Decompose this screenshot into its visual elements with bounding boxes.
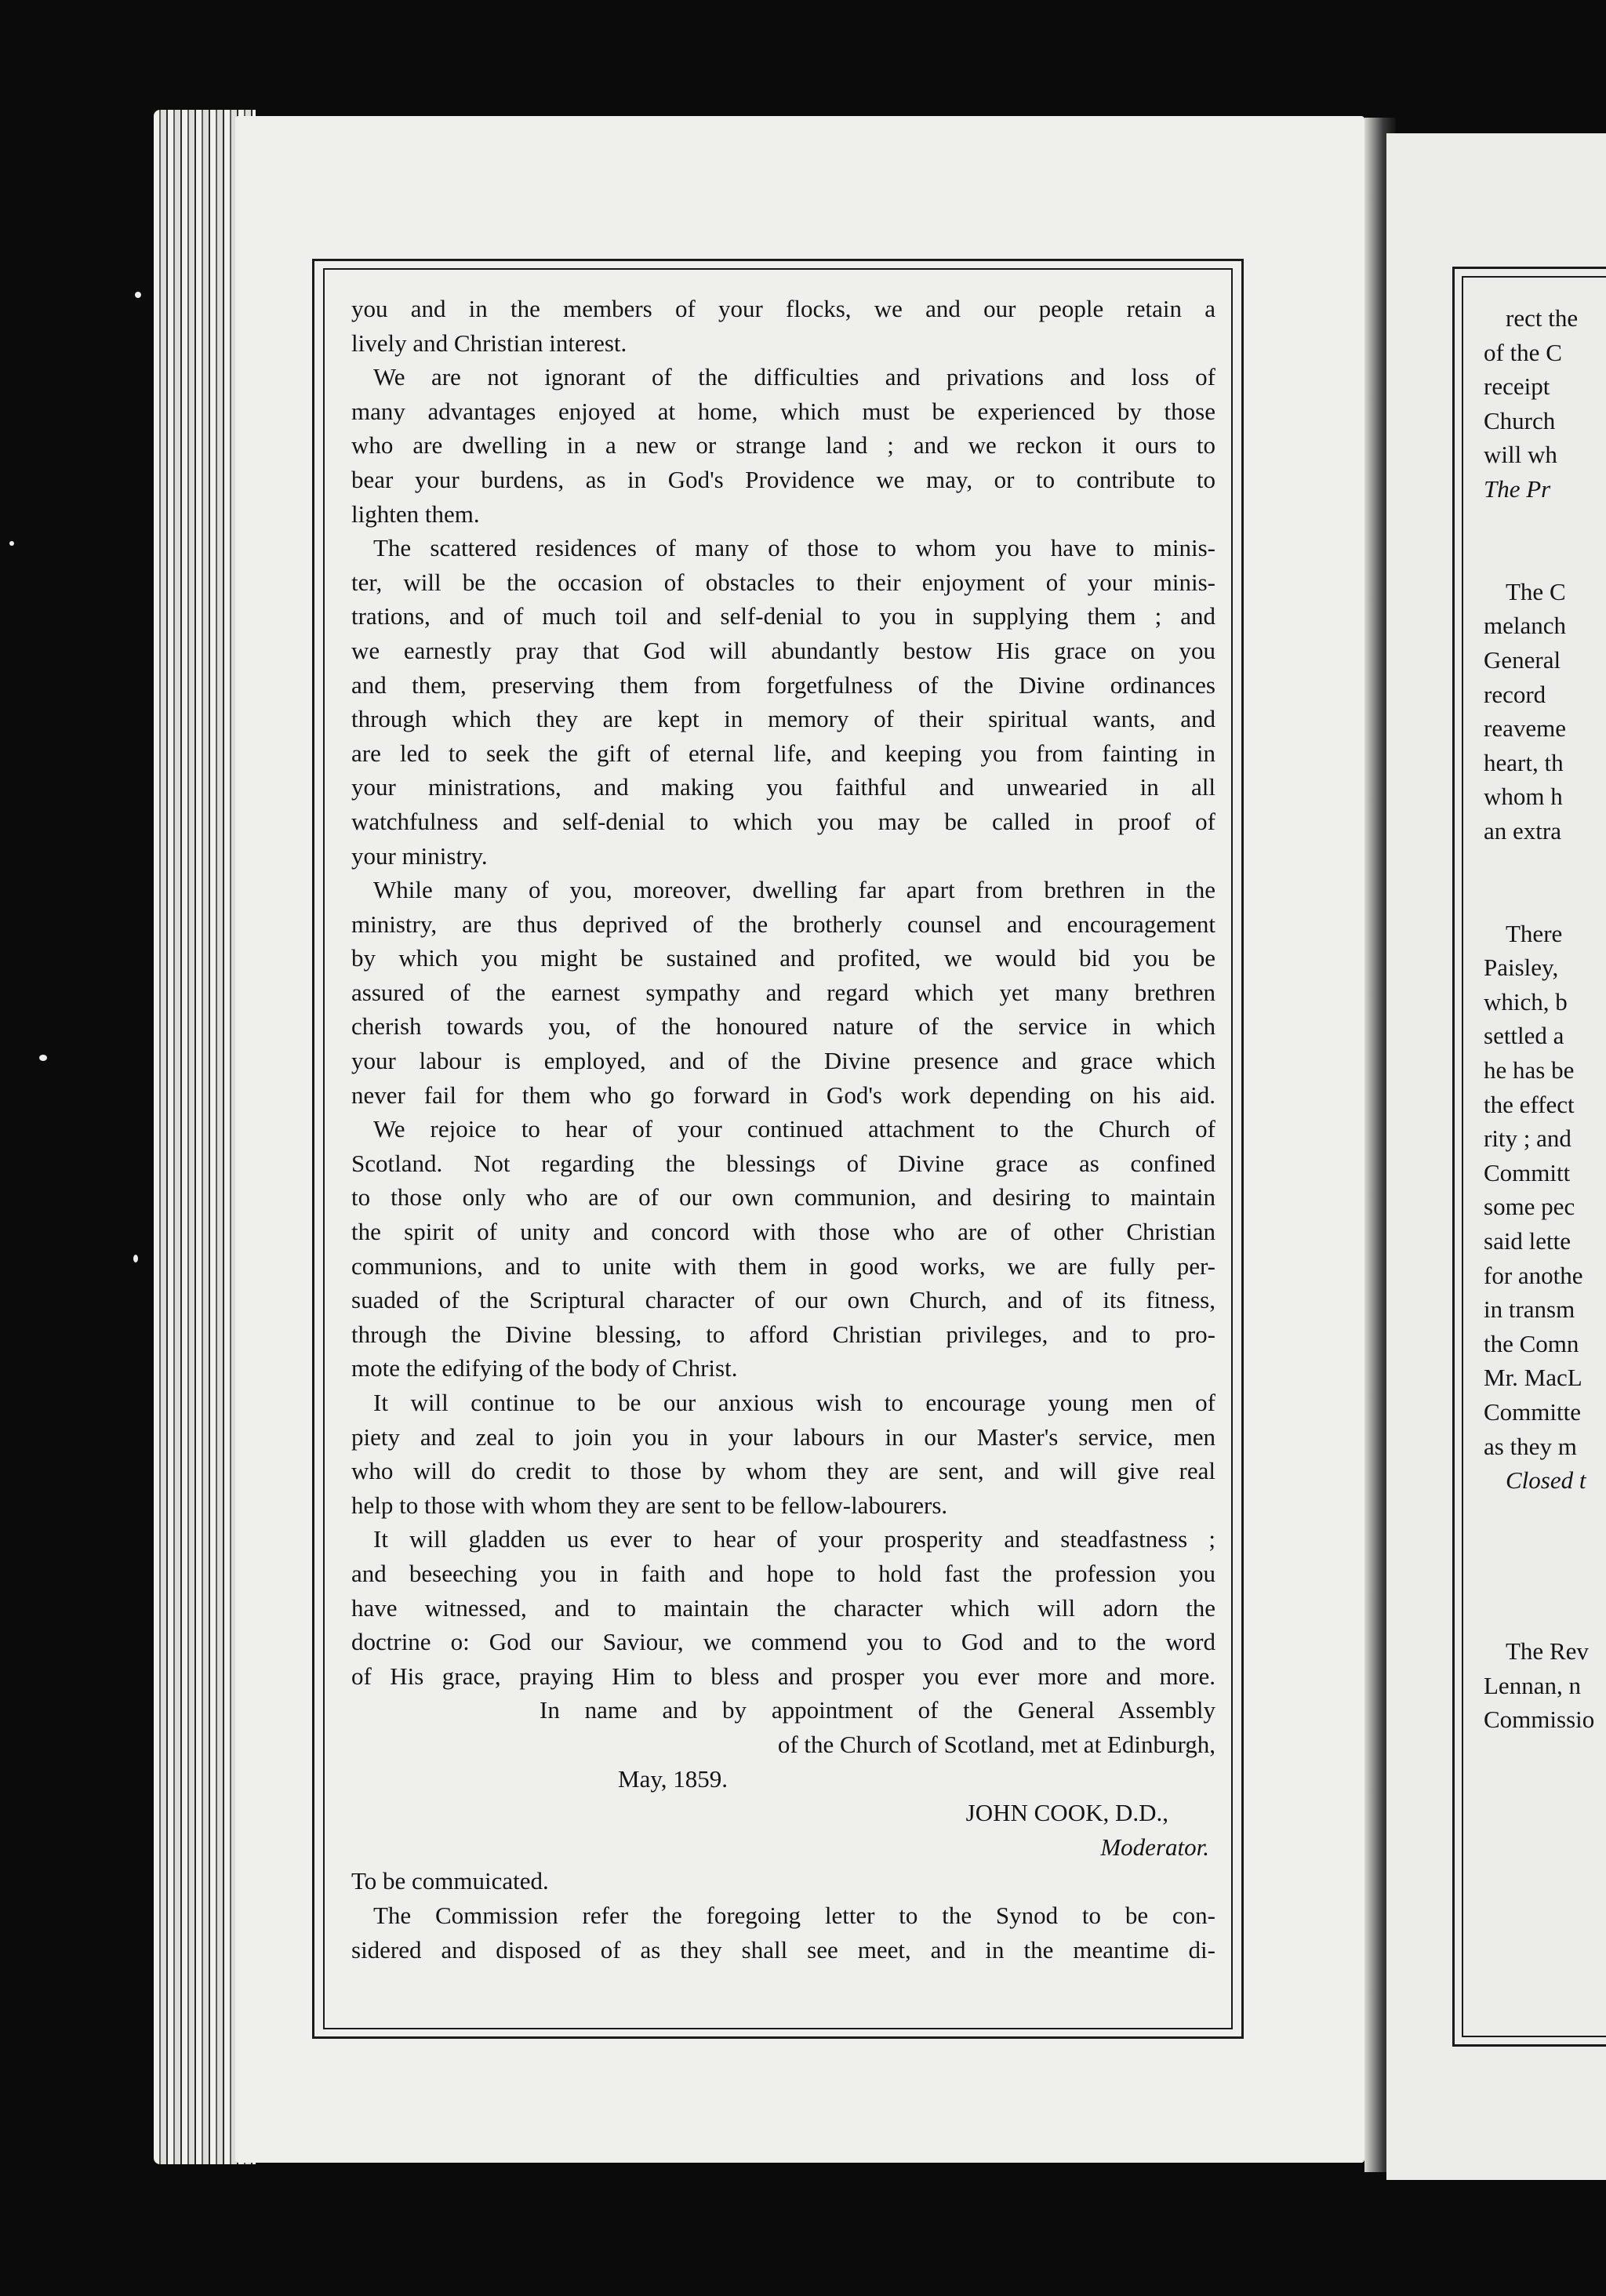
right-text-line: record — [1484, 680, 1546, 708]
right-text-line: rity ; and — [1484, 1124, 1571, 1153]
text-line: through the Divine blessing, to afford Christian privileges, and to pro- — [351, 1320, 1215, 1348]
right-text-line: General — [1484, 645, 1561, 674]
text-line: by which you might be sustained and profited, we would bid you be — [351, 944, 1215, 972]
right-text-line: Closed t — [1506, 1466, 1586, 1495]
text-line: ter, will be the occasion of obstacles to their enjoyment of your minis- — [351, 568, 1215, 596]
right-text-line: Committe — [1484, 1398, 1581, 1426]
text-line: bear your burdens, as in God's Providence we may, or to contribute to — [351, 465, 1215, 493]
right-text-line: as they m — [1484, 1432, 1577, 1460]
text-line: through which they are kept in memory of their spiritual wants, and — [351, 705, 1215, 733]
right-text-line — [1484, 1600, 1606, 1635]
right-text-line: The Pr — [1484, 474, 1551, 503]
closing-line: sidered and disposed of as they shall see meet, and in the meantime di- — [351, 1935, 1215, 1964]
text-line: your ministry. — [351, 841, 488, 870]
text-line: cherish towards you, of the honoured nature of the service in which — [351, 1012, 1215, 1041]
text-line: While many of you, moreover, dwelling far apart from brethren in the — [373, 876, 1215, 904]
text-line: suaded of the Scriptural character of our own Church, and of its fitness, — [351, 1286, 1215, 1314]
right-text-line: whom h — [1484, 783, 1563, 811]
text-line: your labour is employed, and of the Divine presence and grace which — [351, 1047, 1215, 1075]
text-line: help to those with whom they are sent to be fellow-labourers. — [351, 1491, 948, 1519]
text-line: watchfulness and self-denial to which you may be called in proof of — [351, 807, 1215, 835]
signature-name: JOHN COOK, D.D., — [965, 1799, 1168, 1827]
text-line: Scotland. Not regarding the blessings of Divine grace as confined — [351, 1149, 1215, 1177]
right-text-line — [1484, 882, 1606, 917]
right-text-line: receipt — [1484, 372, 1550, 401]
right-text-line: Church — [1484, 406, 1556, 434]
right-text-line: he has be — [1484, 1056, 1575, 1084]
text-line: we earnestly pray that God will abundantly bestow His grace on you — [351, 636, 1215, 664]
right-text-line — [1484, 507, 1606, 541]
right-text-line: will wh — [1484, 441, 1557, 469]
signature-date: May, 1859. — [618, 1764, 729, 1793]
text-line: have witnessed, and to maintain the character which will adorn the — [351, 1593, 1215, 1622]
left-page-text — [351, 292, 1215, 1967]
text-line: lighten them. — [351, 500, 480, 528]
text-line: never fail for them who go forward in God's work depending on his aid. — [351, 1081, 1215, 1109]
text-line: trations, and of much toil and self-denial to you in supplying them ; and — [351, 602, 1215, 630]
text-line: The scattered residences of many of those to whom you have to minis- — [373, 534, 1215, 562]
text-line: and them, preserving them from forgetfulness of the Divine ordinances — [351, 670, 1215, 699]
text-line: the spirit of unity and concord with those who are of other Christian — [351, 1218, 1215, 1246]
text-line: who are dwelling in a new or strange land ; and we reckon it ours to — [351, 431, 1215, 460]
right-text-line: There — [1506, 919, 1563, 947]
right-text-line: which, b — [1484, 987, 1568, 1015]
text-line: assured of the earnest sympathy and regard which yet many brethren — [351, 978, 1215, 1006]
text-line: It will gladden us ever to hear of your prosperity and steadfastness ; — [373, 1525, 1215, 1553]
closing-note: To be commuicated. — [351, 1867, 549, 1895]
signature-title: Moderator. — [1100, 1833, 1209, 1861]
text-line: many advantages enjoyed at home, which must be experienced by those — [351, 397, 1215, 425]
text-line: We are not ignorant of the difficulties and privations and loss of — [373, 363, 1215, 391]
text-line: and beseeching you in faith and hope to hold fast the profession you — [351, 1559, 1215, 1587]
dust-speck — [133, 1255, 138, 1262]
right-text-line: Committ — [1484, 1158, 1571, 1186]
right-text-line: reaveme — [1484, 714, 1566, 743]
text-line: your ministrations, and making you faithful and unwearied in all — [351, 773, 1215, 801]
right-text-line — [1484, 540, 1606, 575]
right-text-line: for anothe — [1484, 1261, 1583, 1289]
text-line: ministry, are thus deprived of the brotherly counsel and encouragement — [351, 910, 1215, 938]
text-line: doctrine o: God our Saviour, we commend you to God and to the word — [351, 1628, 1215, 1656]
right-text-line: Lennan, n — [1484, 1671, 1581, 1699]
right-text-line: Mr. MacL — [1484, 1364, 1582, 1392]
closing-line: The Commission refer the foregoing letter to the Synod to be con- — [373, 1901, 1215, 1929]
text-line: It will continue to be our anxious wish to encourage young men of — [373, 1389, 1215, 1416]
text-line: lively and Christian interest. — [351, 329, 627, 357]
right-text-line — [1484, 1566, 1606, 1600]
right-text-line: The C — [1506, 577, 1566, 605]
right-text-line: the effect — [1484, 1090, 1575, 1118]
right-text-line: an extra — [1484, 816, 1561, 845]
right-text-line: some pec — [1484, 1193, 1575, 1221]
text-line: mote the edifying of the body of Christ. — [351, 1354, 738, 1382]
text-line: are led to seek the gift of eternal life, and keeping you from fainting in — [351, 739, 1215, 767]
text-line: to those only who are of our own communion, and desiring to maintain — [351, 1183, 1215, 1212]
text-line: of His grace, praying Him to bless and prosper you ever more and more. — [351, 1662, 1215, 1690]
text-line: piety and zeal to join you in your labours in our Master's service, men — [351, 1422, 1215, 1451]
right-text-line: the Comn — [1484, 1329, 1579, 1357]
signature-line-1: In name and by appointment of the General Assembly — [540, 1696, 1215, 1724]
right-text-line: melanch — [1484, 612, 1567, 640]
right-text-line: Commissio — [1484, 1706, 1595, 1734]
text-line: you and in the members of your flocks, we and our people retain a — [351, 295, 1215, 322]
right-text-line: settled a — [1484, 1022, 1564, 1050]
right-text-line — [1484, 848, 1606, 883]
right-text-line: The Rev — [1506, 1637, 1589, 1666]
text-line: who will do credit to those by whom they are sent, and will give real — [351, 1457, 1215, 1485]
right-text-line — [1484, 1531, 1606, 1566]
right-text-line — [1484, 1498, 1606, 1532]
right-text-line: Paisley, — [1484, 954, 1559, 982]
right-text-line: heart, th — [1484, 748, 1564, 776]
text-line: communions, and to unite with them in good works, we are fully per- — [351, 1252, 1215, 1280]
right-text-line: of the C — [1484, 338, 1562, 366]
right-text-line: in transm — [1484, 1295, 1575, 1324]
right-text-line: rect the — [1506, 304, 1579, 332]
text-line: We rejoice to hear of your continued attachment to the Church of — [373, 1115, 1215, 1143]
right-text-line: said lette — [1484, 1227, 1571, 1255]
signature-line-2: of the Church of Scotland, met at Edinburgh, — [777, 1730, 1215, 1758]
dust-speck — [39, 1055, 47, 1061]
right-page-text — [1484, 301, 1606, 1737]
dust-speck — [135, 292, 141, 298]
dust-speck — [9, 541, 14, 546]
